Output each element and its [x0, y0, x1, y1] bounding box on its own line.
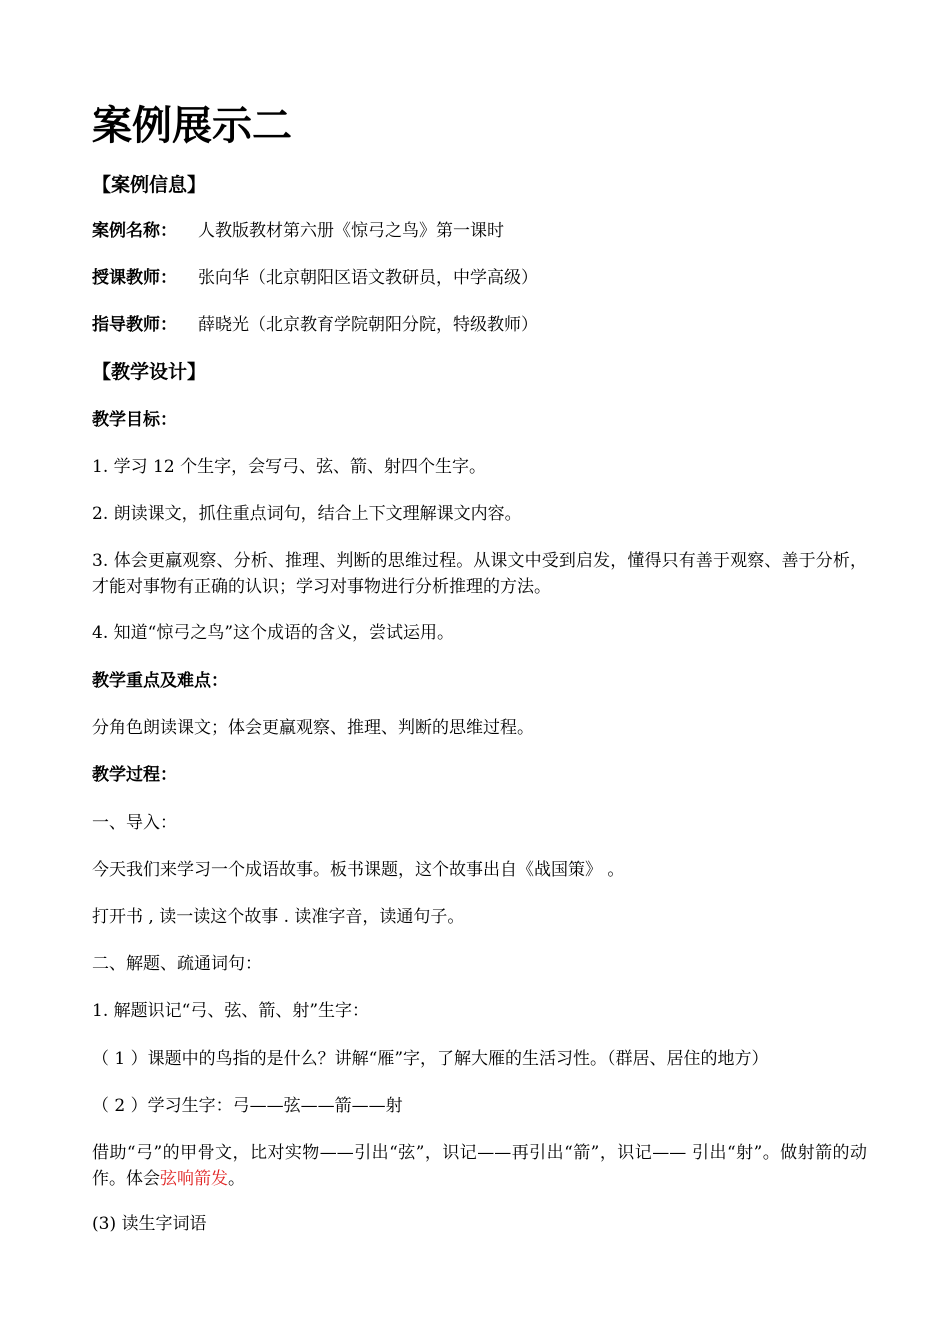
info-value: 薛晓光（北京教育学院朝阳分院，特级教师）	[198, 315, 538, 335]
key-points-text: 分角色朗读课文；体会更羸观察、推理、判断的思维过程。	[92, 718, 534, 738]
intro-paragraph: 今天我们来学习一个成语故事。板书课题，这个故事出自《战国策》 。	[92, 860, 625, 880]
intro-heading: 一、导入：	[92, 813, 177, 833]
intro-paragraph: 打开书 , 读一读这个故事 . 读准字音，读通句子。	[92, 907, 465, 927]
info-row-advisor	[92, 312, 538, 338]
page-title: 案例展示二	[92, 103, 292, 149]
info-label: 授课教师：	[92, 268, 177, 288]
paragraph-text: 借助“弓”的甲骨文，比对实物——引出“弦”，识记——再引出“箭”，识记—— 引出“射”。做射箭的动作。体会	[92, 1143, 867, 1189]
highlighted-phrase: 弦响箭发	[160, 1169, 228, 1189]
step2-subitem: (3) 读生字词语	[92, 1214, 207, 1234]
objective-item: 2. 朗读课文，抓住重点词句，结合上下文理解课文内容。	[92, 504, 522, 524]
objective-item: 3. 体会更羸观察、分析、推理、判断的思维过程。从课文中受到启发，懂得只有善于观察、善于分析，才能对事物有正确的认识；学习对事物进行分析推理的方法。	[92, 551, 867, 597]
step2-subitem: （ 1 ）课题中的鸟指的是什么？讲解“雁”字，了解大雁的生活习性。（群居、居住的地方）	[92, 1049, 769, 1069]
section-heading-case-info: 【案例信息】	[92, 174, 207, 196]
step2-heading: 二、解题、疏通词句：	[92, 954, 262, 974]
info-row-teacher	[92, 265, 538, 291]
step2-subitem: （ 2 ）学习生字：弓——弦——箭——射	[92, 1096, 403, 1116]
info-value: 人教版教材第六册《惊弓之鸟》第一课时	[198, 221, 504, 241]
info-row-case-name	[92, 218, 504, 244]
objective-item: 1. 学习 12 个生字，会写弓、弦、箭、射四个生字。	[92, 457, 487, 477]
objectives-heading: 教学目标：	[92, 410, 177, 430]
info-value: 张向华（北京朝阳区语文教研员，中学高级）	[198, 268, 538, 288]
info-label: 案例名称：	[92, 221, 177, 241]
paragraph-text: 。	[228, 1169, 245, 1189]
key-points-heading: 教学重点及难点：	[92, 671, 228, 691]
step2-paragraph	[92, 1140, 867, 1192]
info-label: 指导教师：	[92, 315, 177, 335]
step2-item: 1. 解题识记“弓、弦、箭、射”生字：	[92, 1001, 370, 1021]
objective-item: 4. 知道“惊弓之鸟”这个成语的含义，尝试运用。	[92, 623, 455, 643]
section-heading-teaching-design: 【教学设计】	[92, 361, 207, 383]
process-heading: 教学过程：	[92, 765, 177, 785]
